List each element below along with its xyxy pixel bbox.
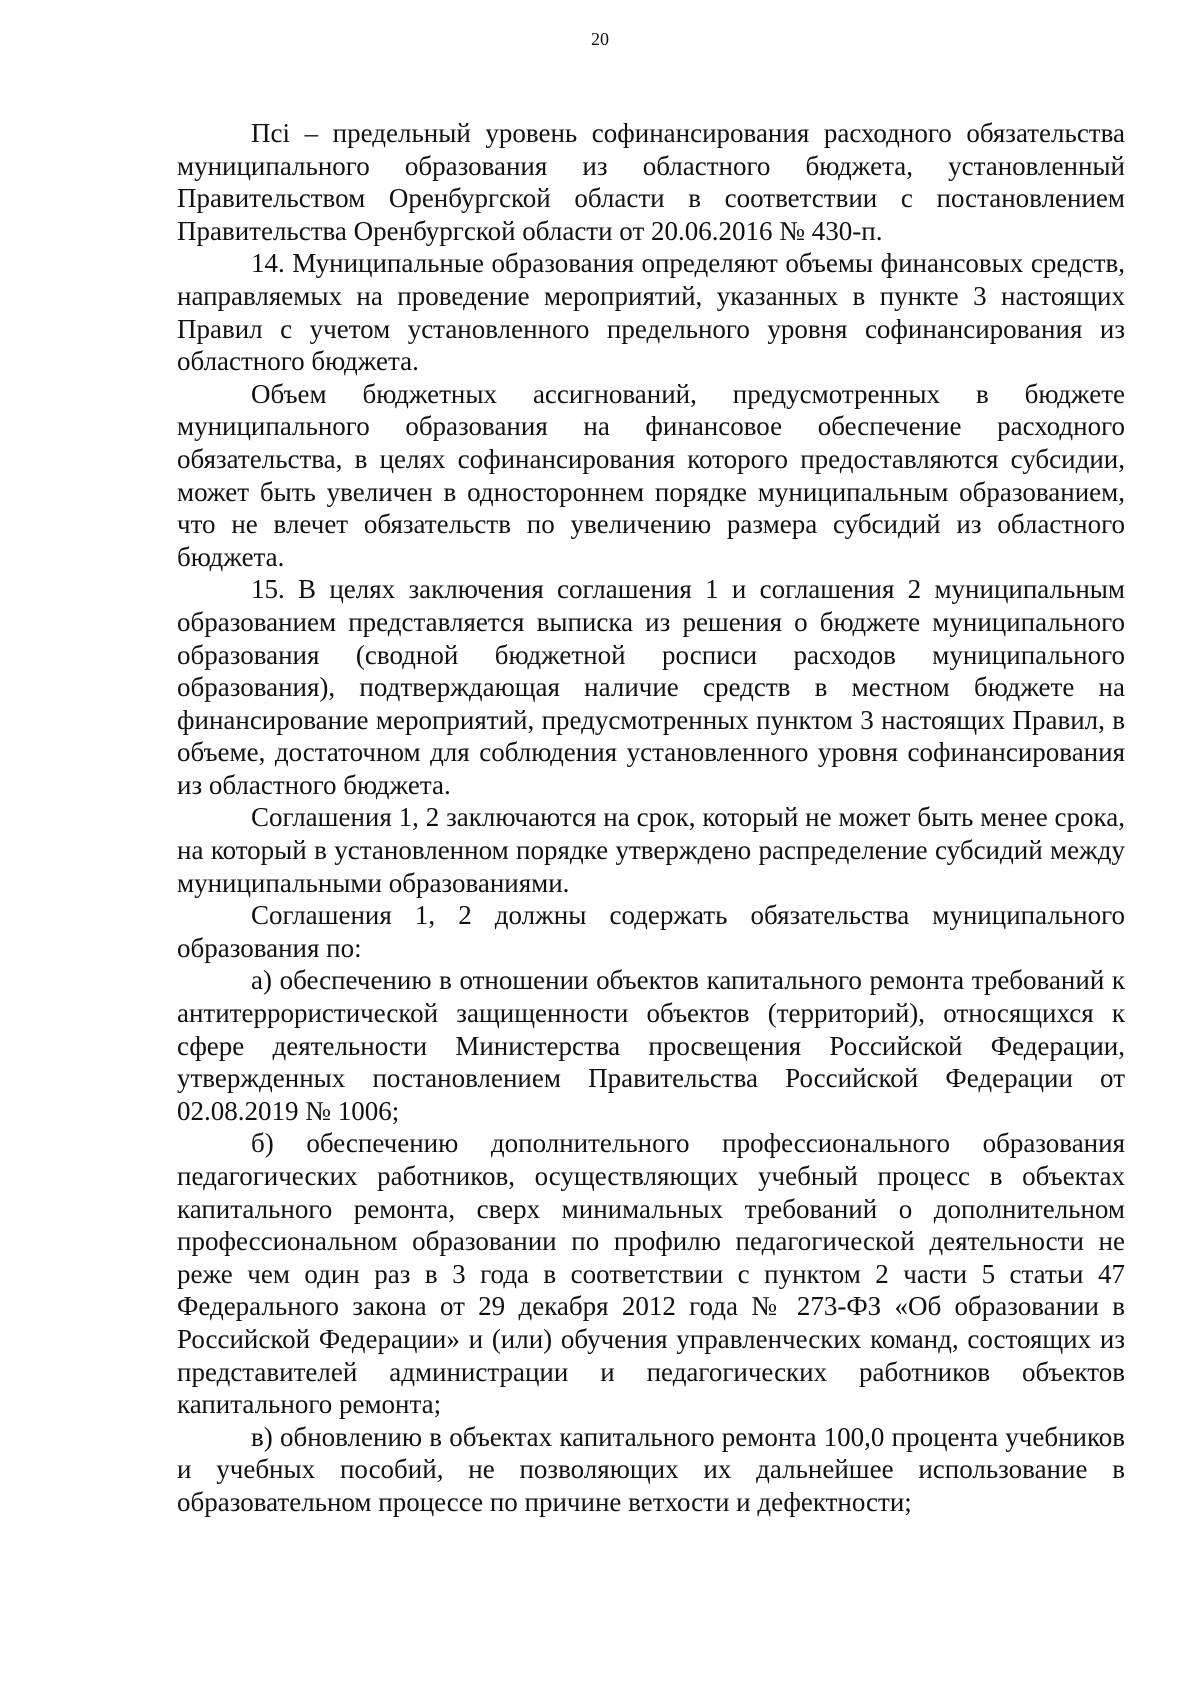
paragraph-budget-allocations: Объем бюджетных ассигнований, предусмотренных в бюджете муниципального образования на финансовое обеспечение расходного обязательства, в целях софинансирования которого предоставляются субсидии, может быть увеличен в одностороннем порядке муниципальным образованием, что не влечет обязательств по увеличению размера субсидий из областного бюджета. [177,378,1125,572]
paragraph-agreements-obligations: Соглашения 1, 2 должны содержать обязательства муниципального образования по: [177,900,1125,963]
paragraph-item-15: 15. В целях заключения соглашения 1 и соглашения 2 муниципальным образованием представляется выписка из решения о бюджете муниципального образования (сводной бюджетной росписи расходов муниципального образования), подтверждающая наличие средств в местном бюджете на финансирование мероприятий, предусмотренных пунктом 3 настоящих Правил, в объеме, достаточном для соблюдения установленного уровня софинансирования из областного бюджета. [177,574,1125,800]
paragraph-item-14: 14. Муниципальные образования определяют объемы финансовых средств, направляемых на проведение мероприятий, указанных в пункте 3 настоящих Правил с учетом установленного предельного уровня софинансирования из областного бюджета. [177,248,1125,377]
page-number: 20 [591,29,609,49]
paragraph-subitem-a: а) обеспечению в отношении объектов капитального ремонта требований к антитеррористической защищенности объектов (территорий), относящихся к сфере деятельности Министерства просвещения Российской Федерации, утвержденных постановлением Правительства Российской Федерации от 02.08.2019 № 1006; [177,965,1125,1126]
document-body [177,117,1125,1519]
paragraph-subitem-v: в) обновлению в объектах капитального ремонта 100,0 процента учебников и учебных пособий, не позволяющих их дальнейшее использование в образовательном процессе по причине ветхости и дефектности; [177,1421,1125,1517]
paragraph-subitem-b: б) обеспечению дополнительного профессионального образования педагогических работников, осуществляющих учебный процесс в объектах капитального ремонта, сверх минимальных требований о дополнительном профессиональном образовании по профилю педагогической деятельности не реже чем один раз в 3 года в соответствии с пунктом 2 части 5 статьи 47 Федерального закона от 29 декабря 2012 года № 273-ФЗ «Об образовании в Российской Федерации» и (или) обучения управленческих команд, состоящих из представителей администрации и педагогических работников объектов капитального ремонта; [177,1128,1125,1420]
paragraph-agreements-term: Соглашения 1, 2 заключаются на срок, который не может быть менее срока, на который в установленном порядке утверждено распределение субсидий между муниципальными образованиями. [177,802,1125,898]
paragraph-psi-definition: Псi – предельный уровень софинансирования расходного обязательства муниципального образования из областного бюджета, установленный Правительством Оренбургской области в соответствии с постановлением Правительства Оренбургской области от 20.06.2016 № 430-п. [177,118,1125,246]
